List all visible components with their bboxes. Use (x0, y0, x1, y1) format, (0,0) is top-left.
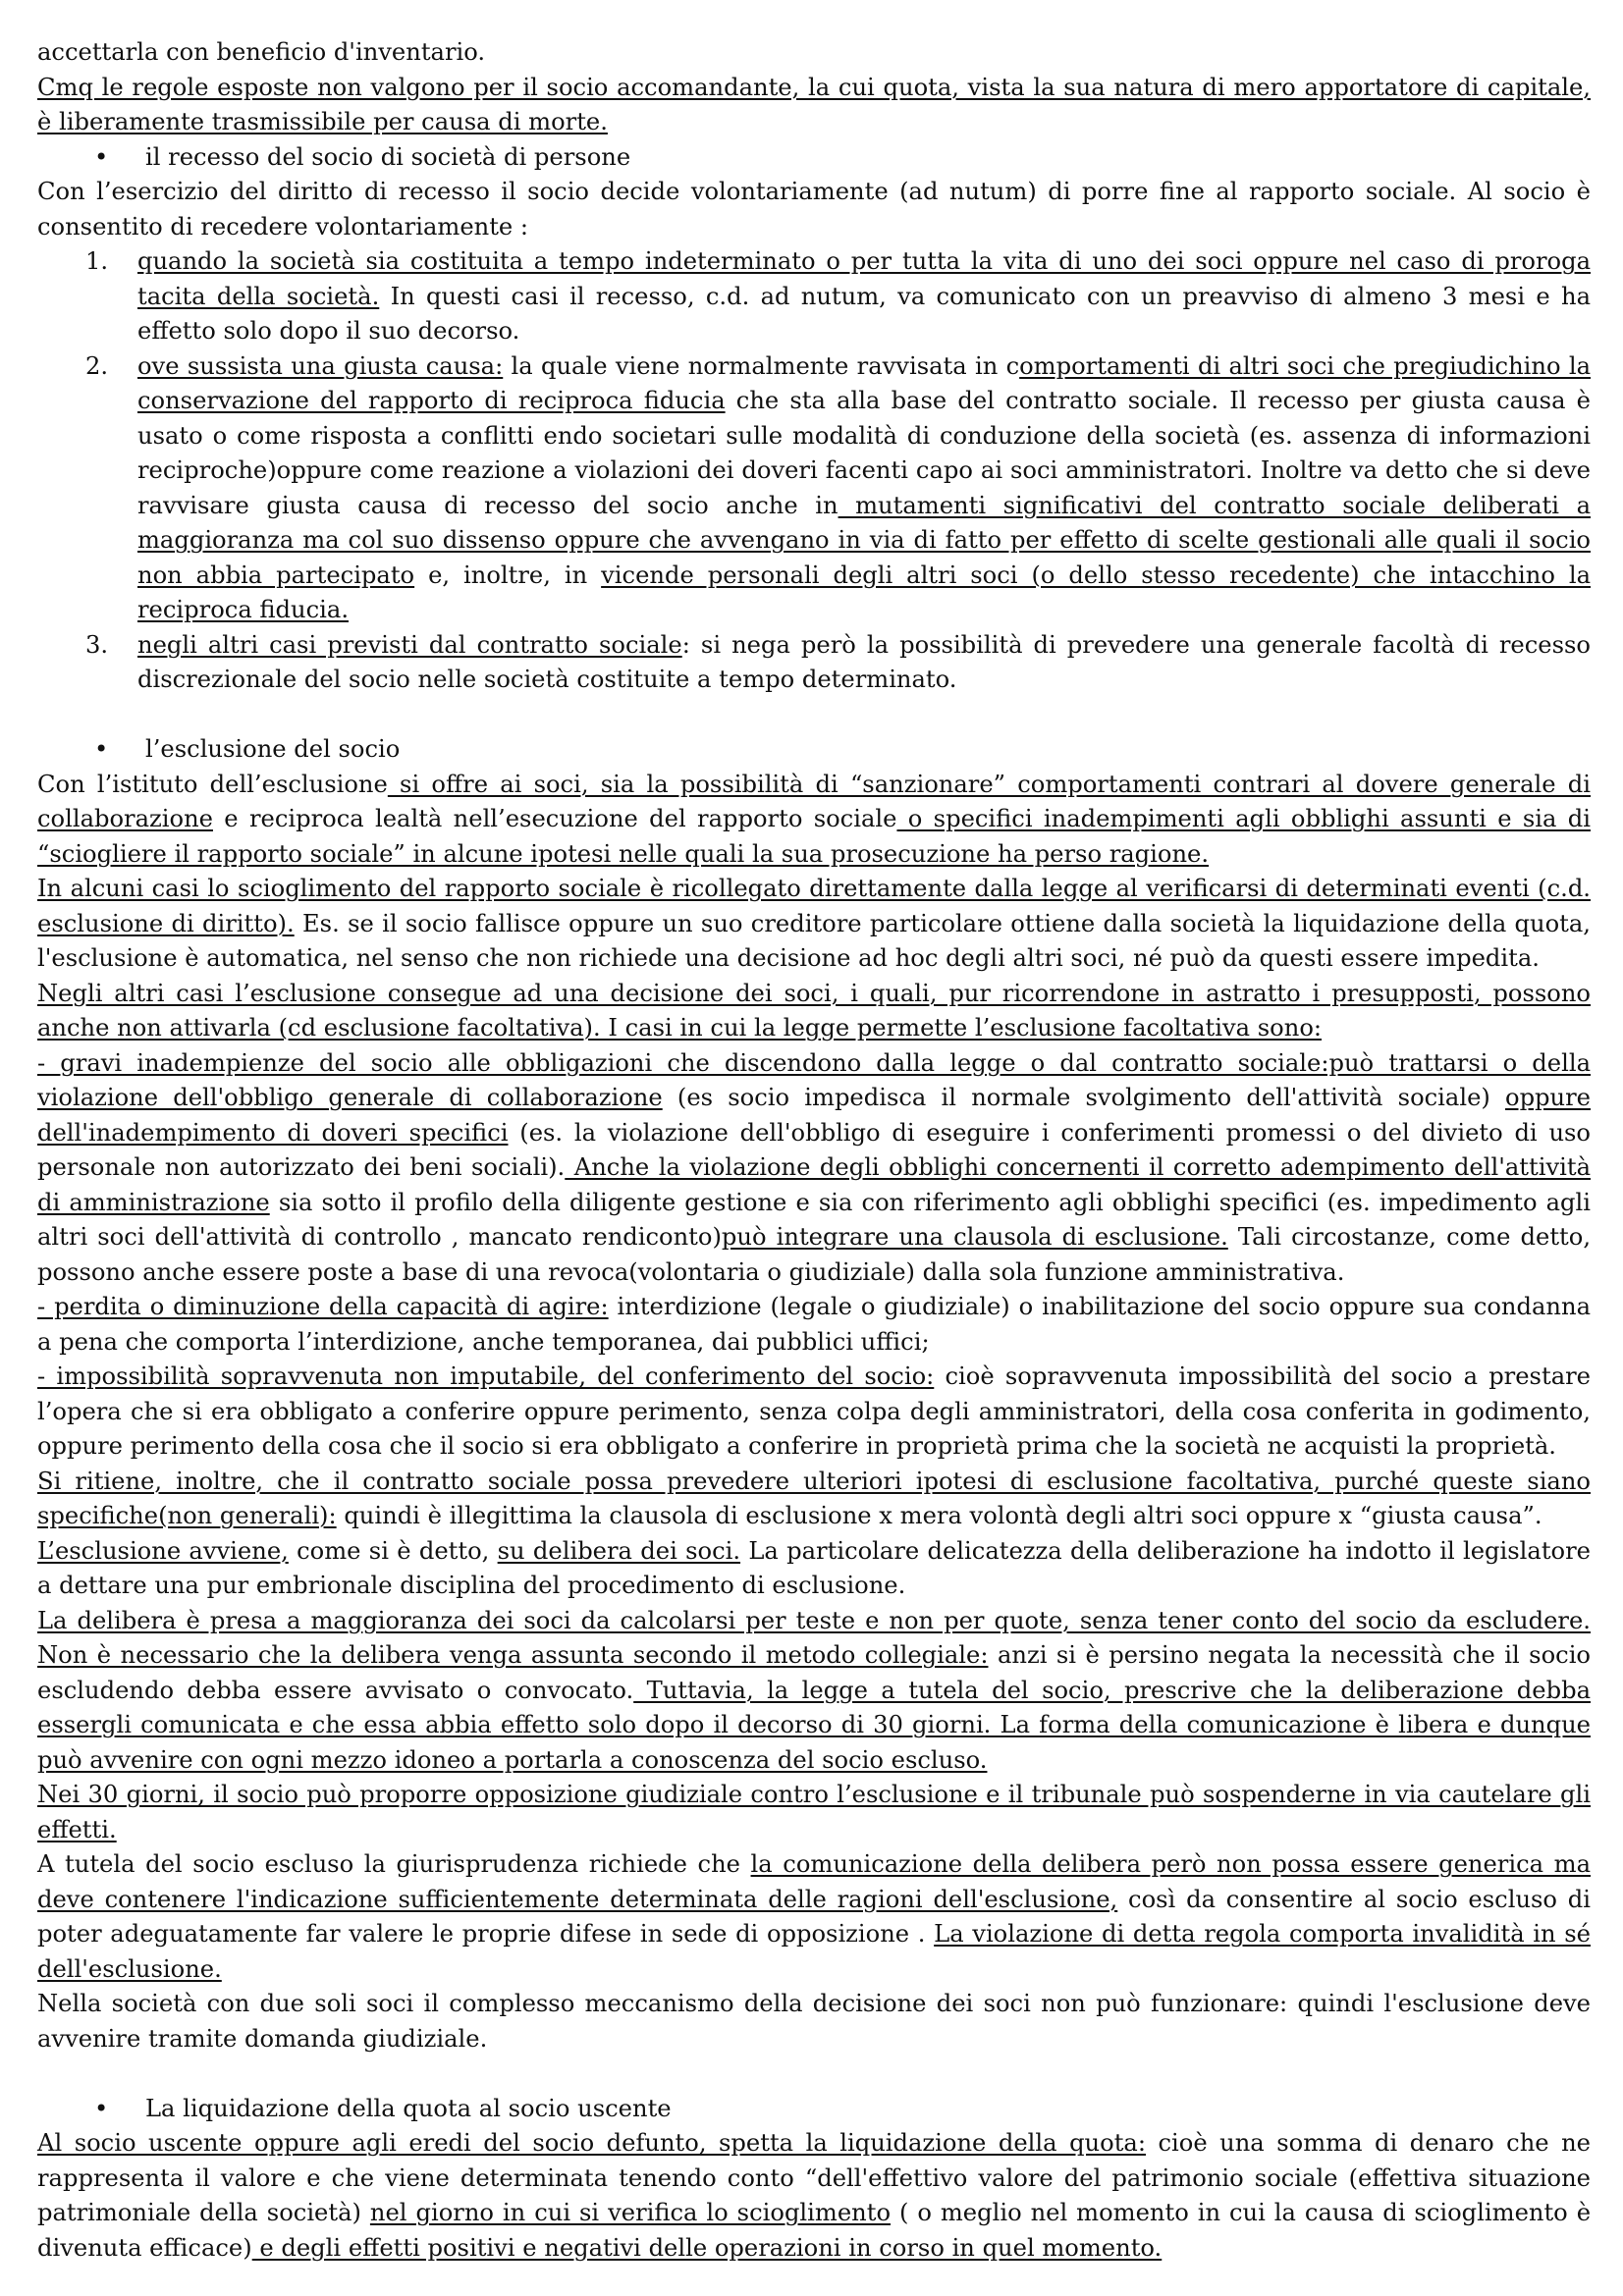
paragraph (37, 872, 1591, 977)
numbered-list (37, 244, 1591, 698)
underlined-text: vicende personali degli altri soci (o dello stesso recedente) che intacchino la reciproca fiducia. (137, 561, 1591, 623)
text: quindi è illegittima la clausola di esclusione x mera volontà degli altri soci oppure x “giusta causa”. (336, 1502, 1542, 1529)
underlined-text: La violazione di detta regola comporta invalidità in sé dell'esclusione. (37, 1920, 1591, 1983)
underlined-text: - gravi inadempienze del socio alle obbligazioni che discendono dalla legge o dal contratto sociale:può trattarsi o della violazione dell'obbligo generale di collaborazione (37, 1048, 1591, 1111)
heading-text: il recesso del socio di società di persone (145, 142, 631, 171)
paragraph (37, 1778, 1591, 1847)
underlined-text: La delibera è presa a maggioranza dei soci da calcolarsi per teste e non per quote, senza tener conto del socio da escludere. (37, 1606, 1591, 1634)
text: A tutela del socio escluso la giurisprudenza richiede che (37, 1850, 751, 1878)
list-text: la quale viene normalmente ravvisata in c (503, 351, 1020, 380)
text: così da consentire al socio escluso di poter adeguatamente far valere le proprie difese in sede di opposizione . (37, 1885, 1592, 1948)
text: La particolare delicatezza della deliberazione ha indotto il legislatore a dettare una pur embrionale disciplina del procedimento di esclusione. (37, 1536, 1591, 1599)
text: anzi si è persino negata la necessità che il socio escludendo debba essere avvisato o convocato. (37, 1641, 1591, 1704)
paragraph (37, 1847, 1591, 1987)
text: e reciproca lealtà nell’esecuzione del rapporto sociale (212, 805, 897, 832)
text: Es. se il socio fallisce oppure un suo creditore particolare ottiene dalla società la liquidazione della quota, l'esclusione è automatica, nel senso che non richiede una decisione ad hoc degli altri soci, né può da questi essere impedita. (37, 909, 1591, 972)
underlined-text: Tuttavia, la legge a tutela del socio, prescrive che la deliberazione debba essergli comunicata e che essa abbia effetto solo dopo il decorso di 30 giorni. La forma della comunicazione è libera e dunque può avvenire con ogni mezzo idoneo a portarla a conoscenza del socio escluso. (37, 1676, 1591, 1774)
paragraph: Con l’esercizio del diritto di recesso il socio decide volontariamente (ad nutum) di porre fine al rapporto sociale. Al socio è consentito di recedere volontariamente : (37, 178, 1591, 240)
underlined-text: mutamenti significativi del contratto sociale deliberati a maggioranza ma col suo dissenso oppure che avvengano in via di fatto per effetto di scelte gestionali alle quali il socio non abbia partecipato (137, 491, 1591, 589)
text: (effettiva situazione patrimoniale della società) (37, 2163, 1591, 2226)
text: (es socio impedisca il normale svolgimento dell'attività sociale) (662, 1084, 1506, 1111)
text: sia sotto il profilo della diligente gestione e sia con riferimento agli obblighi specifici (es. impedimento agli altri soci dell'attività di controllo , mancato rendiconto) (37, 1188, 1591, 1251)
text: (es. la violazione dell'obbligo di eseguire i conferimenti promessi o del divieto di uso personale non autorizzato dei beni sociali). (37, 1118, 1591, 1181)
paragraph (37, 2126, 1591, 2266)
underlined-text: può integrare una clausola di esclusione. (721, 1223, 1228, 1251)
bullet-heading-liquidazione (37, 2092, 1591, 2127)
text: cioè una somma di denaro che ne rappresenta il valore e che viene determinata tenendo conto “dell'effettivo valore del patrimonio sociale (37, 2129, 1591, 2192)
paragraph (37, 1290, 1591, 1360)
underlined-text: oppure dell'inadempimento di doveri specifici (37, 1084, 1591, 1147)
list-number: 2. (85, 351, 109, 380)
paragraph (37, 768, 1591, 873)
heading-text: La liquidazione della quota al socio uscente (145, 2094, 672, 2122)
paragraph (37, 71, 1591, 140)
paragraph: Nella società con due soli soci il complesso meccanismo della decisione dei soci non può funzionare: quindi l'esclusione deve avvenire tramite domanda giudiziale. (37, 1990, 1591, 2053)
underlined-text: e degli effetti positivi e negativi delle operazioni in corso in quel momento. (251, 2233, 1163, 2262)
document-page (37, 35, 1591, 2266)
text: cioè sopravvenuta impossibilità del socio a prestare l’opera che si era obbligato a conferire oppure perimento, senza colpa degli amministratori, della cosa conferita in godimento, oppure perimento della cosa che il socio si era obbligato a conferire in proprietà prima che la società ne acquisti la proprietà. (37, 1362, 1591, 1460)
bullet-heading-esclusione (37, 732, 1591, 768)
paragraph (37, 977, 1591, 1046)
paragraph (37, 1604, 1591, 1779)
underlined-text: ove sussista una giusta causa: (137, 351, 504, 380)
list-text: e, inoltre, in (414, 561, 602, 589)
underlined-text: Al socio uscente oppure agli eredi del socio defunto, spetta la liquidazione della quota: (37, 2129, 1146, 2157)
paragraph (37, 1046, 1591, 1291)
underlined-text: - perdita o diminuzione della capacità di agire: (37, 1293, 609, 1320)
text: ( o meglio nel momento in cui la causa di scioglimento è divenuta efficace) (37, 2199, 1592, 2262)
bullet-icon: • (94, 2094, 109, 2122)
paragraph (37, 1534, 1591, 1604)
paragraph (37, 1465, 1591, 1534)
underlined-text: omportamenti di altri soci che pregiudichino la conservazione del rapporto di reciproca fiducia (137, 351, 1592, 414)
text: interdizione (legale o giudiziale) o inabilitazione del socio oppure sua condanna a pena che comporta l’interdizione, anche temporanea, dai pubblici uffici; (37, 1293, 1591, 1356)
underlined-text: o specifici inadempimenti agli obblighi assunti e sia di “sciogliere il rapporto sociale” in alcune ipotesi nelle quali la sua prosecuzione ha perso ragione. (37, 805, 1591, 868)
list-item (37, 349, 1591, 628)
underlined-text: quando la società sia costituita a tempo indeterminato o per tutta la vita di uno dei soci oppure nel caso di proroga tacita della società. (137, 247, 1591, 310)
list-item (37, 628, 1591, 698)
list-text: che sta alla base del contratto sociale. Il recesso per giusta causa è usato o come risposta a conflitti endo societari sulle modalità di conduzione della società (es. assenza di informazioni reciproche)oppure come reazione a violazioni dei doveri facenti capo ai soci amministratori. Inoltre va detto che si deve ravvisare giusta causa di recesso del socio anche in (137, 387, 1591, 519)
underlined-text: Cmq le regole esposte non valgono per il socio accomandante, la cui quota, vista la sua natura di mero apportatore di capitale, è liberamente trasmissibile per causa di morte. (37, 73, 1591, 135)
underlined-text: Anche la violazione degli obblighi concernenti il corretto adempimento dell'attività di amministrazione (37, 1153, 1591, 1216)
bullet-icon: • (94, 142, 109, 171)
list-item (37, 244, 1591, 349)
text: come si è detto, (288, 1536, 498, 1565)
paragraph (37, 1360, 1591, 1465)
list-text: : si nega però la possibilità di prevedere una generale facoltà di recesso discrezionale del socio nelle società costituite a tempo determinato. (137, 630, 1591, 693)
underlined-text: negli altri casi previsti dal contratto sociale (137, 630, 682, 659)
underlined-text: si offre ai soci, sia la possibilità di “sanzionare” comportamenti contrari al dovere generale di collaborazione (37, 770, 1592, 832)
underlined-text: L’esclusione avviene, (37, 1536, 289, 1565)
underlined-text: Non è necessario che la delibera venga assunta secondo il metodo collegiale: (37, 1641, 989, 1669)
list-text: In questi casi il recesso, c.d. ad nutum, va comunicato con un preavviso di almeno 3 mesi e ha effetto solo dopo il suo decorso. (137, 282, 1591, 345)
underlined-text: Si ritiene, inoltre, che il contratto sociale possa prevedere ulteriori ipotesi di esclusione facoltativa, purché queste siano specifiche(non generali): (37, 1467, 1591, 1529)
underlined-text: la comunicazione della delibera però non possa essere generica ma deve contenere l'indicazione sufficientemente determinata delle ragioni dell'esclusione, (37, 1850, 1591, 1913)
underlined-text: Nei 30 giorni, il socio può proporre opposizione giudiziale contro l’esclusione e il tribunale può sospenderne in via cautelare gli effetti. (37, 1781, 1591, 1843)
underlined-text: su delibera dei soci. (497, 1536, 741, 1565)
underlined-text: - impossibilità sopravvenuta non imputabile, del conferimento del socio: (37, 1362, 935, 1390)
text: Con l’istituto dell’esclusione (37, 770, 388, 798)
heading-text: l’esclusione del socio (145, 735, 401, 763)
bullet-icon: • (94, 735, 109, 763)
underlined-text: Negli altri casi l’esclusione consegue ad una decisione dei soci, i quali, pur ricorrendone in astratto i presupposti, possono anche non attivarla (cd esclusione facoltativa). I casi in cui la legge permette l’esclusione facoltativa sono: (37, 979, 1591, 1041)
underlined-text: In alcuni casi lo scioglimento del rapporto sociale è ricollegato direttamente dalla legge al verificarsi di determinati eventi (c.d. esclusione di diritto). (37, 875, 1591, 937)
paragraph: accettarla con beneficio d'inventario. (37, 38, 486, 66)
bullet-heading-recesso (37, 140, 1591, 176)
list-number: 1. (85, 247, 109, 275)
underlined-text: nel giorno in cui si verifica lo scioglimento (369, 2199, 892, 2226)
text: Tali circostanze, come detto, possono anche essere poste a base di una revoca(volontaria o giudiziale) dalla sola funzione amministrativa. (37, 1223, 1592, 1286)
list-number: 3. (85, 630, 109, 659)
